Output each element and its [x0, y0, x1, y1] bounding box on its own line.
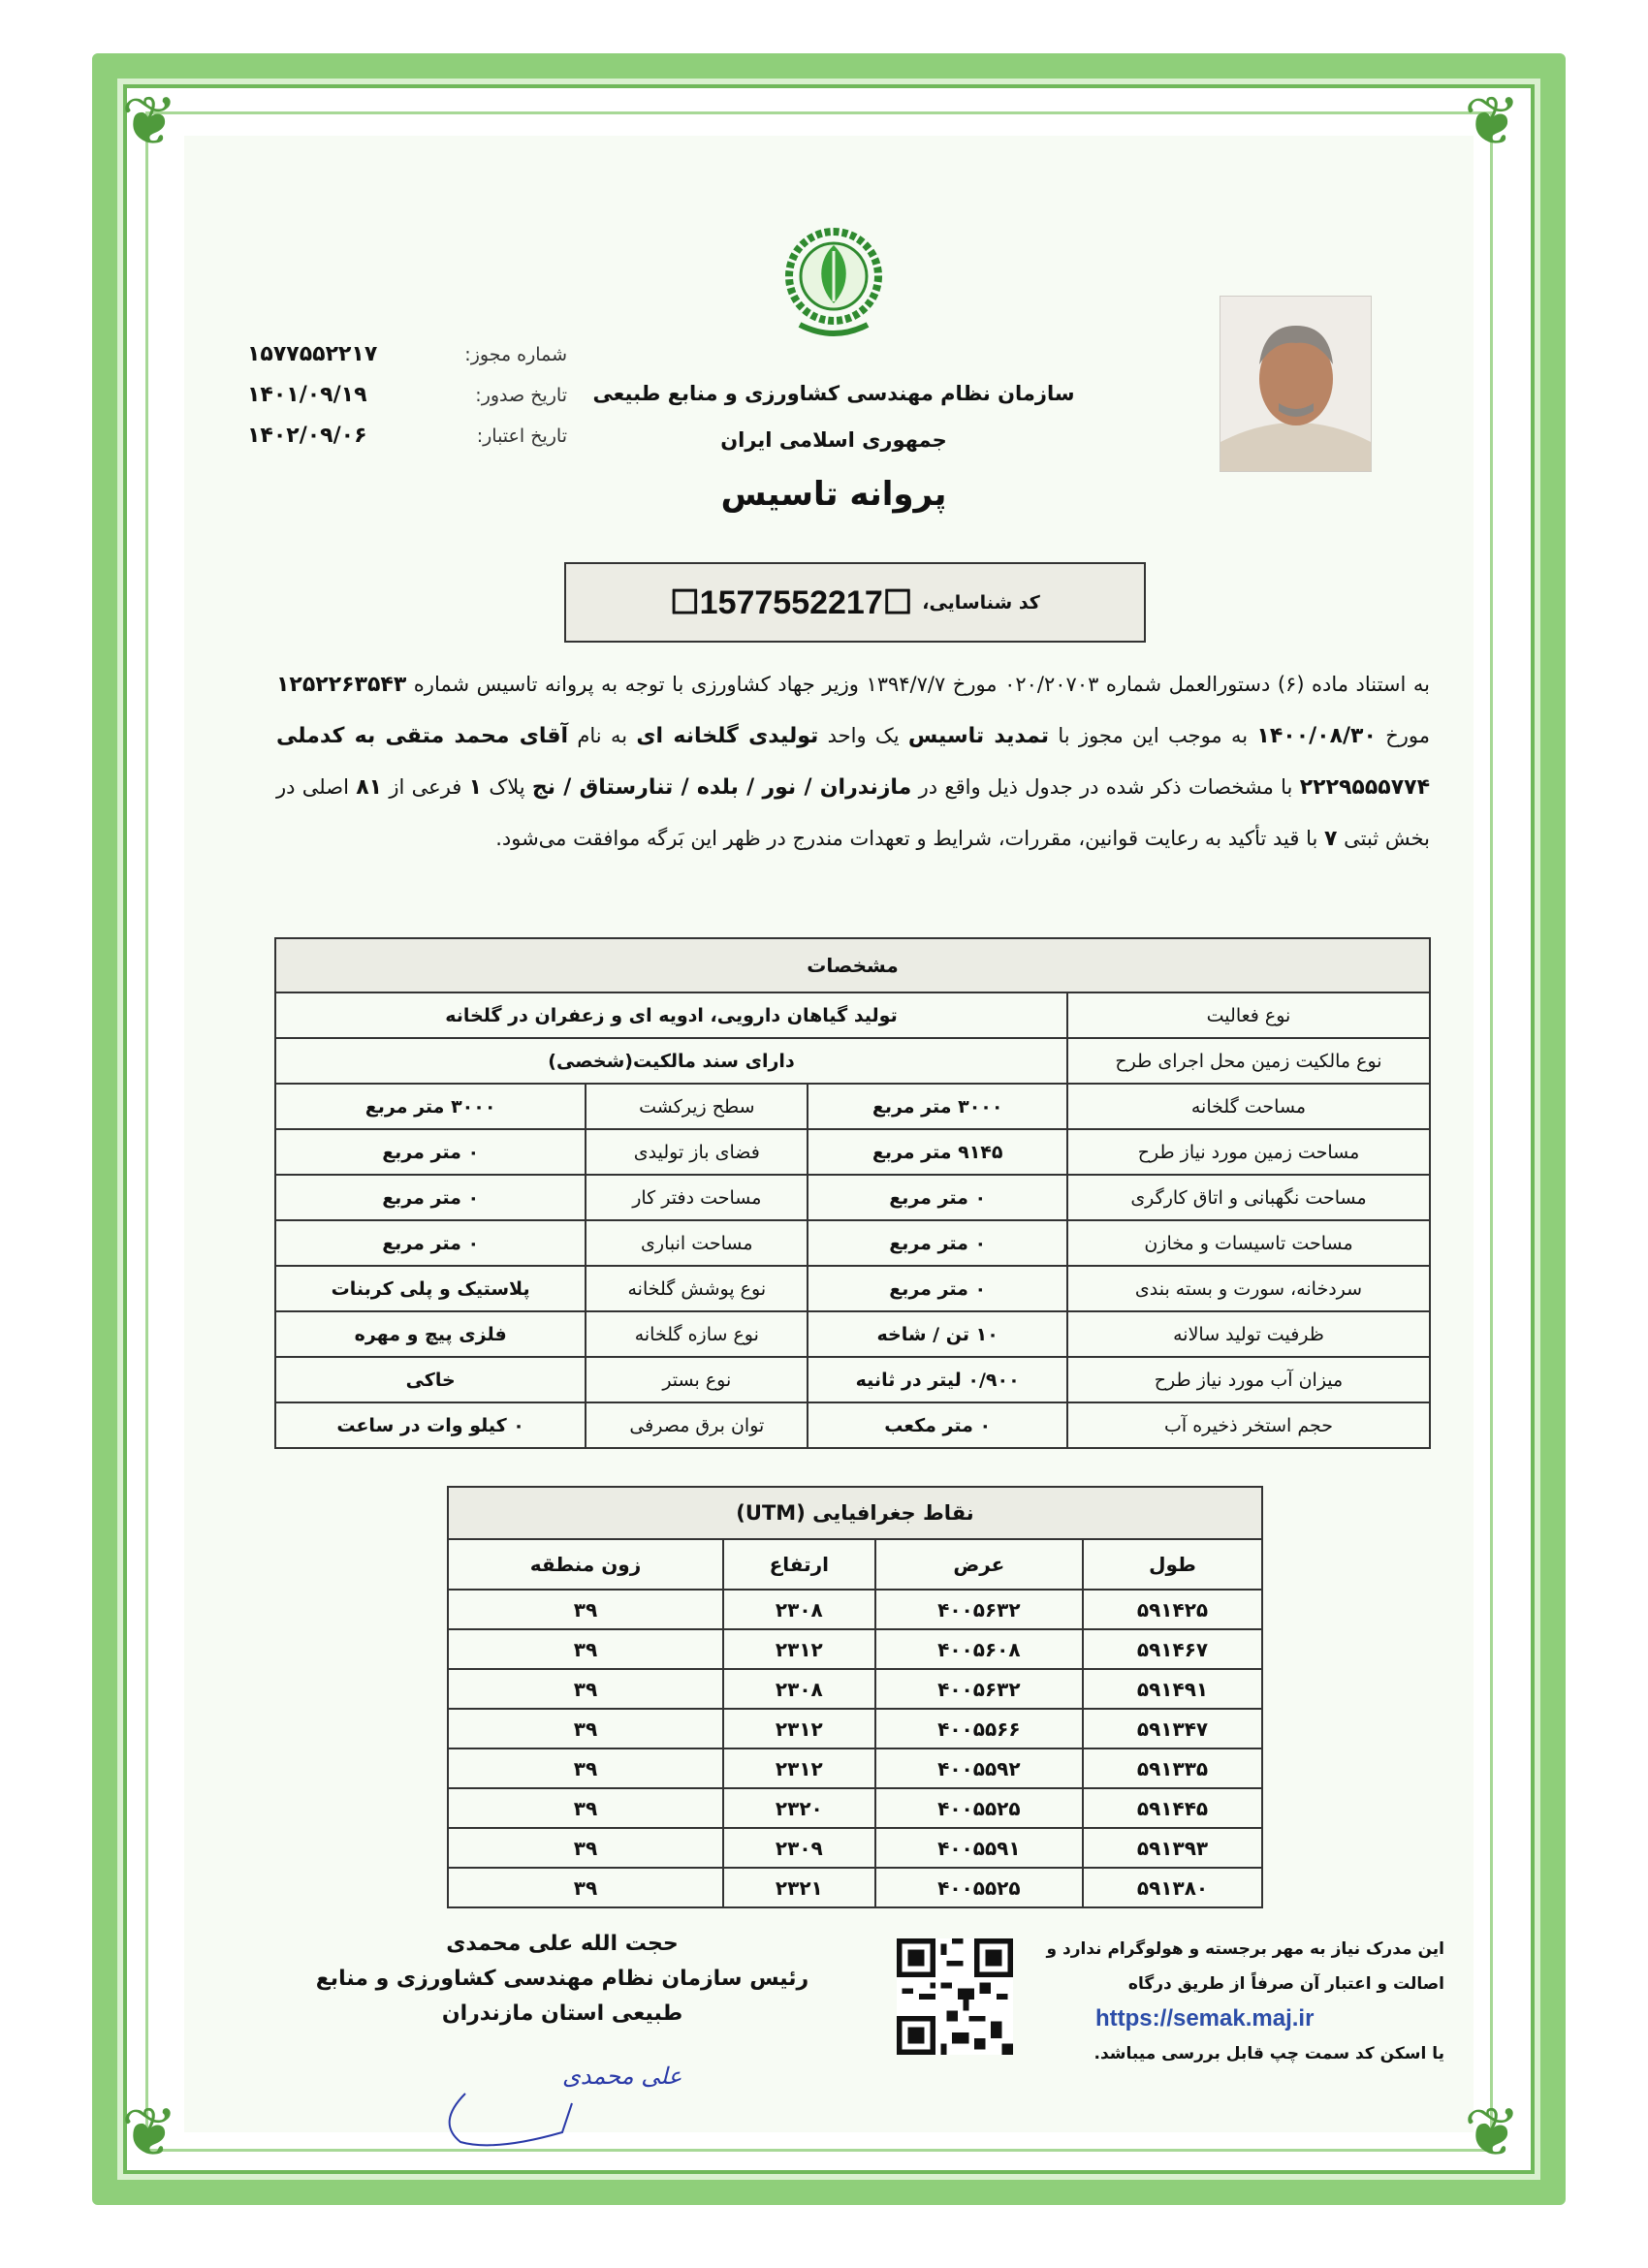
- spec-label: مساحت نگهبانی و اتاق کارگری: [1067, 1175, 1430, 1220]
- para-text: با قید تأکید به رعایت قوانین، مقررات، شرایط و تعهدات مندرج در ظهر این بَرگه موافقت می‌شود.: [495, 827, 1318, 850]
- spec-value: ۰ متر مکعب: [808, 1402, 1067, 1448]
- utm-cell: ۵۹۱۴۶۷: [1083, 1629, 1262, 1669]
- utm-cell: ۴۰۰۵۵۹۲: [875, 1748, 1083, 1788]
- para-permit-date: ۱۴۰۰/۰۸/۳۰: [1256, 724, 1377, 748]
- spec-row: [275, 1084, 1430, 1129]
- utm-row: [448, 1828, 1262, 1868]
- spec-value: فلزی پیچ و مهره: [275, 1311, 586, 1357]
- spec-row: [275, 1357, 1430, 1402]
- para-section: ۷: [1324, 827, 1338, 851]
- utm-cell: ۲۳۰۸: [723, 1590, 875, 1629]
- corner-ornament-icon: ❦: [121, 81, 178, 161]
- utm-column-header: زون منطقه: [448, 1539, 723, 1590]
- spec-label: نوع فعالیت: [1067, 992, 1430, 1038]
- utm-cell: ۲۳۱۲: [723, 1629, 875, 1669]
- note-line: اصالت و اعتبار آن صرفاً از طریق درگاه: [1127, 1974, 1444, 1994]
- para-text: به استناد ماده (۶) دستورالعمل شماره ۰۲۰/۲۰۷۰۳ مورخ ۱۳۹۴/۷/۷ وزیر جهاد کشاورزی با توجه به پروانه تاسیس شماره: [413, 673, 1430, 696]
- agriculture-emblem-icon: [780, 218, 887, 363]
- id-label: کد شناسایی،: [922, 591, 1040, 614]
- para-permit-number: ۱۲۵۲۲۶۳۵۴۳: [276, 673, 407, 697]
- utm-cell: ۵۹۱۳۹۳: [1083, 1828, 1262, 1868]
- spec-value: خاکی: [275, 1357, 586, 1402]
- spec-label: مساحت تاسیسات و مخازن: [1067, 1220, 1430, 1266]
- spec-label: مساحت گلخانه: [1067, 1084, 1430, 1129]
- spec-label: حجم استخر ذخیره آب: [1067, 1402, 1430, 1448]
- utm-cell: ۵۹۱۴۹۱: [1083, 1669, 1262, 1709]
- spec-label: سطح زیرکشت: [586, 1084, 808, 1129]
- spec-label: نوع پوشش گلخانه: [586, 1266, 808, 1311]
- utm-cell: ۴۰۰۵۶۳۲: [875, 1590, 1083, 1629]
- spec-value: ۰ متر مربع: [808, 1175, 1067, 1220]
- spec-value: پلاستیک و پلی کربنات: [275, 1266, 586, 1311]
- note-line: این مدرک نیاز به مهر برجسته و هولوگرام ندارد و: [1046, 1939, 1444, 1959]
- para-unit-type: تولیدی گلخانه ای: [636, 724, 819, 748]
- permit-meta: [247, 334, 567, 457]
- meta-label: تاریخ صدور:: [475, 385, 567, 406]
- meta-value: ۱۴۰۲/۰۹/۰۶: [247, 424, 367, 448]
- para-location: مازندران / نور / بلده / تنارستاق / نج: [531, 775, 912, 800]
- utm-cell: ۲۳۲۰: [723, 1788, 875, 1828]
- meta-permit-number: [247, 334, 567, 375]
- permit-paragraph: [276, 659, 1430, 865]
- signer-role: طبیعی استان مازندران: [441, 2001, 683, 2026]
- para-text: فرعی از: [389, 775, 462, 799]
- utm-cell: ۵۹۱۳۳۵: [1083, 1748, 1262, 1788]
- para-text: به نام: [577, 724, 628, 747]
- para-owner: آقای محمد متقی به کدملی ۲۲۲۹۵۵۵۷۷۴: [276, 724, 1430, 800]
- meta-issue-date: [247, 375, 567, 416]
- table-title: مشخصات: [275, 938, 1430, 992]
- utm-row: [448, 1748, 1262, 1788]
- spec-value: ۹۱۴۵ متر مربع: [808, 1129, 1067, 1175]
- verification-link[interactable]: https://semak.maj.ir: [1095, 2005, 1315, 2032]
- utm-cell: ۳۹: [448, 1868, 723, 1907]
- spec-row: [275, 1402, 1430, 1448]
- id-value: ☐1577552217☐: [670, 583, 913, 621]
- org-line-2: جمهوری اسلامی ایران: [720, 428, 947, 452]
- signature-text: علی محمدی: [562, 2063, 682, 2090]
- corner-ornament-icon: ❦: [121, 2093, 178, 2172]
- spec-value: دارای سند مالکیت(شخصی): [275, 1038, 1067, 1084]
- utm-cell: ۲۳۱۲: [723, 1709, 875, 1748]
- utm-cell: ۵۹۱۴۲۵: [1083, 1590, 1262, 1629]
- utm-cell: ۳۹: [448, 1669, 723, 1709]
- corner-ornament-icon: ❦: [1464, 81, 1521, 161]
- org-line-1: سازمان نظام مهندسی کشاورزی و منابع طبیعی: [592, 382, 1075, 405]
- utm-cell: ۴۰۰۵۵۶۶: [875, 1709, 1083, 1748]
- spec-value: ۰/۹۰۰ لیتر در ثانیه: [808, 1357, 1067, 1402]
- verification-note: [1018, 1932, 1444, 2071]
- utm-cell: ۳۹: [448, 1828, 723, 1868]
- meta-label: تاریخ اعتبار:: [476, 425, 567, 447]
- corner-ornament-icon: ❦: [1464, 2093, 1521, 2172]
- signer-block: [291, 1927, 834, 2032]
- spec-value: ۰ کیلو وات در ساعت: [275, 1402, 586, 1448]
- utm-cell: ۴۰۰۵۵۲۵: [875, 1868, 1083, 1907]
- note-line: یا اسکن کد سمت چپ قابل بررسی میباشد.: [1093, 2044, 1444, 2063]
- spec-label: نوع مالکیت زمین محل اجرای طرح: [1067, 1038, 1430, 1084]
- para-text: یک واحد: [827, 724, 900, 747]
- utm-cell: ۴۰۰۵۵۲۵: [875, 1788, 1083, 1828]
- meta-value: ۱۴۰۱/۰۹/۱۹: [247, 383, 367, 407]
- spec-value: ۰ متر مربع: [808, 1266, 1067, 1311]
- utm-cell: ۳۹: [448, 1590, 723, 1629]
- utm-row: [448, 1709, 1262, 1748]
- spec-label: میزان آب مورد نیاز طرح: [1067, 1357, 1430, 1402]
- table-title: نقاط جغرافیایی (UTM): [448, 1487, 1262, 1539]
- spec-label: توان برق مصرفی: [586, 1402, 808, 1448]
- spec-row: [275, 1311, 1430, 1357]
- para-plot-major: ۸۱: [356, 775, 383, 800]
- utm-row: [448, 1868, 1262, 1907]
- utm-cell: ۳۹: [448, 1629, 723, 1669]
- spec-label: نوع سازه گلخانه: [586, 1311, 808, 1357]
- utm-cell: ۳۹: [448, 1788, 723, 1828]
- utm-cell: ۳۹: [448, 1709, 723, 1748]
- meta-expiry-date: [247, 416, 567, 457]
- specifications-table: [274, 937, 1431, 1449]
- utm-row: [448, 1629, 1262, 1669]
- identification-code-box: [564, 562, 1146, 643]
- portrait-photo: [1220, 296, 1372, 472]
- spec-label: نوع بستر: [586, 1357, 808, 1402]
- utm-cell: ۲۳۲۱: [723, 1868, 875, 1907]
- para-text: به موجب این مجوز با: [1058, 724, 1249, 747]
- para-text: پلاک: [489, 775, 525, 799]
- utm-table: [447, 1486, 1263, 1908]
- para-renewal: تمدید تاسیس: [907, 724, 1050, 748]
- page-title: پروانه تاسیس: [720, 475, 947, 514]
- utm-cell: ۲۳۱۲: [723, 1748, 875, 1788]
- para-text: مورخ: [1385, 724, 1431, 747]
- spec-row: [275, 1129, 1430, 1175]
- spec-label: فضای باز تولیدی: [586, 1129, 808, 1175]
- organization-name: [543, 370, 1125, 463]
- meta-value: ۱۵۷۷۵۵۲۲۱۷: [247, 342, 378, 366]
- qr-code-icon[interactable]: [897, 1938, 1013, 2055]
- spec-value: ۰ متر مربع: [275, 1129, 586, 1175]
- utm-row: [448, 1590, 1262, 1629]
- utm-cell: ۲۳۰۸: [723, 1669, 875, 1709]
- utm-row: [448, 1669, 1262, 1709]
- utm-cell: ۵۹۱۴۴۵: [1083, 1788, 1262, 1828]
- utm-cell: ۴۰۰۵۶۳۲: [875, 1669, 1083, 1709]
- spec-value: ۳۰۰۰ متر مربع: [808, 1084, 1067, 1129]
- meta-label: شماره مجوز:: [464, 344, 567, 365]
- utm-row: [448, 1788, 1262, 1828]
- signer-name: حجت الله علی محمدی: [446, 1932, 679, 1956]
- utm-cell: ۴۰۰۵۶۰۸: [875, 1629, 1083, 1669]
- utm-cell: ۲۳۰۹: [723, 1828, 875, 1868]
- spec-value: ۰ متر مربع: [275, 1220, 586, 1266]
- id-number: 1577552217: [699, 583, 883, 621]
- spec-value: ۳۰۰۰ متر مربع: [275, 1084, 586, 1129]
- spec-label: مساحت زمین مورد نیاز طرح: [1067, 1129, 1430, 1175]
- signature: [417, 2035, 688, 2161]
- spec-label: مساحت دفتر کار: [586, 1175, 808, 1220]
- signer-role: رئیس سازمان نظام مهندسی کشاورزی و منابع: [315, 1967, 809, 1991]
- para-plot-minor: ۱: [468, 775, 483, 800]
- spec-row: [275, 1266, 1430, 1311]
- utm-column-header: عرض: [875, 1539, 1083, 1590]
- utm-column-header: ارتفاع: [723, 1539, 875, 1590]
- utm-cell: ۴۰۰۵۵۹۱: [875, 1828, 1083, 1868]
- spec-label: سردخانه، سورت و بسته بندی: [1067, 1266, 1430, 1311]
- spec-label: مساحت انباری: [586, 1220, 808, 1266]
- utm-cell: ۵۹۱۳۴۷: [1083, 1709, 1262, 1748]
- utm-cell: ۵۹۱۳۸۰: [1083, 1868, 1262, 1907]
- para-text: اصلی در بخش ثبتی: [276, 775, 1430, 850]
- spec-value: ۰ متر مربع: [275, 1175, 586, 1220]
- spec-value: ۱۰ تن / شاخه: [808, 1311, 1067, 1357]
- spec-row: [275, 1220, 1430, 1266]
- spec-row: [275, 1175, 1430, 1220]
- spec-label: ظرفیت تولید سالانه: [1067, 1311, 1430, 1357]
- spec-value: تولید گیاهان دارویی، ادویه ای و زعفران در گلخانه: [275, 992, 1067, 1038]
- spec-value: ۰ متر مربع: [808, 1220, 1067, 1266]
- para-text: با مشخصات ذکر شده در جدول ذیل واقع در: [918, 775, 1293, 799]
- utm-column-header: طول: [1083, 1539, 1262, 1590]
- utm-cell: ۳۹: [448, 1748, 723, 1788]
